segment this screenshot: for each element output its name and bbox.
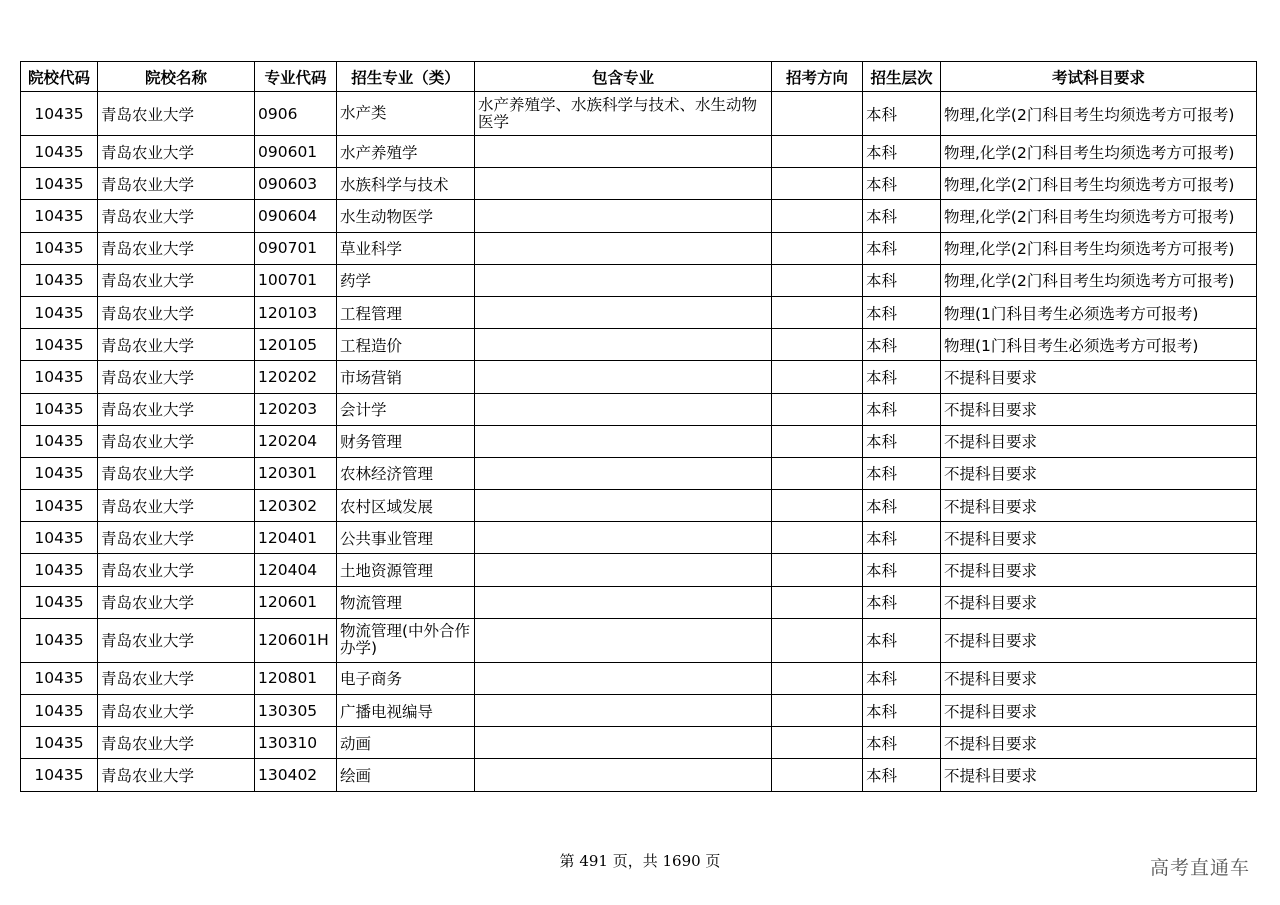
cell-level: 本科: [863, 264, 941, 296]
cell-included-majors: [475, 168, 772, 200]
cell-school-name: 青岛农业大学: [98, 296, 255, 328]
cell-school-code: 10435: [21, 618, 98, 662]
header-subject-requirement: 考试科目要求: [941, 62, 1257, 92]
cell-school-code: 10435: [21, 168, 98, 200]
cell-direction: [772, 618, 863, 662]
cell-major-code: 120204: [255, 425, 337, 457]
cell-included-majors: [475, 554, 772, 586]
cell-major: 农林经济管理: [337, 457, 475, 489]
table-row: [21, 618, 1257, 662]
cell-school-code: 10435: [21, 361, 98, 393]
cell-subject-requirement: 物理,化学(2门科目考生均须选考方可报考): [941, 92, 1257, 136]
header-school-code: 院校代码: [21, 62, 98, 92]
table-header-row: [21, 62, 1257, 92]
cell-subject-requirement: 不提科目要求: [941, 759, 1257, 791]
cell-subject-requirement: 不提科目要求: [941, 662, 1257, 694]
table-row: [21, 361, 1257, 393]
cell-subject-requirement: 不提科目要求: [941, 393, 1257, 425]
cell-major-code: 130310: [255, 727, 337, 759]
cell-included-majors: 水产养殖学、水族科学与技术、水生动物医学: [475, 92, 772, 136]
cell-major: 工程管理: [337, 296, 475, 328]
cell-level: 本科: [863, 168, 941, 200]
cell-included-majors: [475, 232, 772, 264]
cell-school-code: 10435: [21, 554, 98, 586]
cell-school-code: 10435: [21, 200, 98, 232]
cell-major: 水产类: [337, 92, 475, 136]
cell-major-code: 120404: [255, 554, 337, 586]
cell-school-code: 10435: [21, 264, 98, 296]
cell-direction: [772, 662, 863, 694]
cell-included-majors: [475, 522, 772, 554]
cell-level: 本科: [863, 329, 941, 361]
header-direction: 招考方向: [772, 62, 863, 92]
cell-included-majors: [475, 457, 772, 489]
cell-subject-requirement: 不提科目要求: [941, 554, 1257, 586]
cell-included-majors: [475, 264, 772, 296]
cell-major-code: 120202: [255, 361, 337, 393]
cell-school-name: 青岛农业大学: [98, 329, 255, 361]
cell-included-majors: [475, 329, 772, 361]
cell-school-name: 青岛农业大学: [98, 136, 255, 168]
cell-direction: [772, 490, 863, 522]
cell-level: 本科: [863, 695, 941, 727]
cell-major-code: 120801: [255, 662, 337, 694]
header-major: 招生专业（类）: [337, 62, 475, 92]
cell-level: 本科: [863, 727, 941, 759]
watermark-text: 高考直通车: [1149, 857, 1250, 879]
header-major-code: 专业代码: [255, 62, 337, 92]
cell-major: 广播电视编导: [337, 695, 475, 727]
cell-school-name: 青岛农业大学: [98, 264, 255, 296]
cell-direction: [772, 232, 863, 264]
cell-subject-requirement: 物理,化学(2门科目考生均须选考方可报考): [941, 136, 1257, 168]
cell-subject-requirement: 不提科目要求: [941, 490, 1257, 522]
page-number: 第 491 页，共 1690 页: [559, 852, 721, 870]
table-row: [21, 92, 1257, 136]
cell-major-code: 0906: [255, 92, 337, 136]
cell-direction: [772, 136, 863, 168]
cell-major-code: 090701: [255, 232, 337, 264]
cell-level: 本科: [863, 136, 941, 168]
cell-school-code: 10435: [21, 695, 98, 727]
cell-direction: [772, 168, 863, 200]
cell-school-name: 青岛农业大学: [98, 586, 255, 618]
cell-school-name: 青岛农业大学: [98, 361, 255, 393]
cell-direction: [772, 727, 863, 759]
cell-school-name: 青岛农业大学: [98, 425, 255, 457]
table-row: [21, 296, 1257, 328]
cell-major: 土地资源管理: [337, 554, 475, 586]
cell-included-majors: [475, 727, 772, 759]
cell-major-code: 120601H: [255, 618, 337, 662]
cell-included-majors: [475, 361, 772, 393]
cell-level: 本科: [863, 490, 941, 522]
cell-subject-requirement: 物理,化学(2门科目考生均须选考方可报考): [941, 168, 1257, 200]
cell-major-code: 130402: [255, 759, 337, 791]
header-level: 招生层次: [863, 62, 941, 92]
header-school-name: 院校名称: [98, 62, 255, 92]
cell-subject-requirement: 物理,化学(2门科目考生均须选考方可报考): [941, 264, 1257, 296]
cell-level: 本科: [863, 425, 941, 457]
cell-major: 水产养殖学: [337, 136, 475, 168]
cell-direction: [772, 457, 863, 489]
table-row: [21, 727, 1257, 759]
table-row: [21, 457, 1257, 489]
cell-included-majors: [475, 695, 772, 727]
cell-direction: [772, 296, 863, 328]
cell-school-code: 10435: [21, 662, 98, 694]
cell-level: 本科: [863, 759, 941, 791]
cell-level: 本科: [863, 457, 941, 489]
table-row: [21, 695, 1257, 727]
cell-school-name: 青岛农业大学: [98, 457, 255, 489]
cell-major: 财务管理: [337, 425, 475, 457]
table-row: [21, 425, 1257, 457]
cell-major-code: 090604: [255, 200, 337, 232]
table-row: [21, 136, 1257, 168]
cell-major: 物流管理: [337, 586, 475, 618]
table-row: [21, 586, 1257, 618]
cell-school-code: 10435: [21, 425, 98, 457]
cell-school-name: 青岛农业大学: [98, 393, 255, 425]
cell-included-majors: [475, 759, 772, 791]
cell-school-name: 青岛农业大学: [98, 522, 255, 554]
cell-subject-requirement: 不提科目要求: [941, 695, 1257, 727]
header-included-majors: 包含专业: [475, 62, 772, 92]
cell-school-code: 10435: [21, 136, 98, 168]
cell-subject-requirement: 不提科目要求: [941, 618, 1257, 662]
table-row: [21, 393, 1257, 425]
cell-included-majors: [475, 296, 772, 328]
table-row: [21, 490, 1257, 522]
cell-direction: [772, 92, 863, 136]
cell-school-code: 10435: [21, 393, 98, 425]
cell-major-code: 120203: [255, 393, 337, 425]
cell-major: 药学: [337, 264, 475, 296]
cell-school-code: 10435: [21, 586, 98, 618]
cell-direction: [772, 200, 863, 232]
cell-school-code: 10435: [21, 92, 98, 136]
cell-level: 本科: [863, 92, 941, 136]
table-row: [21, 200, 1257, 232]
cell-school-name: 青岛农业大学: [98, 618, 255, 662]
cell-included-majors: [475, 136, 772, 168]
cell-major: 物流管理(中外合作办学): [337, 618, 475, 662]
table-body: [21, 92, 1257, 792]
cell-major: 电子商务: [337, 662, 475, 694]
cell-included-majors: [475, 586, 772, 618]
cell-included-majors: [475, 393, 772, 425]
cell-level: 本科: [863, 554, 941, 586]
cell-school-name: 青岛农业大学: [98, 232, 255, 264]
cell-major: 绘画: [337, 759, 475, 791]
cell-direction: [772, 393, 863, 425]
cell-included-majors: [475, 618, 772, 662]
cell-school-code: 10435: [21, 522, 98, 554]
cell-subject-requirement: 物理(1门科目考生必须选考方可报考): [941, 329, 1257, 361]
cell-school-code: 10435: [21, 759, 98, 791]
cell-level: 本科: [863, 200, 941, 232]
cell-school-name: 青岛农业大学: [98, 759, 255, 791]
cell-school-name: 青岛农业大学: [98, 92, 255, 136]
cell-level: 本科: [863, 232, 941, 264]
cell-major-code: 100701: [255, 264, 337, 296]
admissions-table: [20, 61, 1257, 792]
table-row: [21, 168, 1257, 200]
cell-subject-requirement: 物理,化学(2门科目考生均须选考方可报考): [941, 200, 1257, 232]
cell-subject-requirement: 不提科目要求: [941, 425, 1257, 457]
cell-subject-requirement: 不提科目要求: [941, 586, 1257, 618]
cell-direction: [772, 329, 863, 361]
cell-major-code: 120103: [255, 296, 337, 328]
cell-major: 工程造价: [337, 329, 475, 361]
table-row: [21, 522, 1257, 554]
cell-major-code: 120105: [255, 329, 337, 361]
cell-subject-requirement: 不提科目要求: [941, 361, 1257, 393]
cell-included-majors: [475, 425, 772, 457]
cell-school-code: 10435: [21, 490, 98, 522]
cell-major-code: 120301: [255, 457, 337, 489]
cell-direction: [772, 361, 863, 393]
table-row: [21, 759, 1257, 791]
cell-major-code: 120302: [255, 490, 337, 522]
cell-direction: [772, 586, 863, 618]
cell-major: 水族科学与技术: [337, 168, 475, 200]
cell-direction: [772, 425, 863, 457]
cell-included-majors: [475, 662, 772, 694]
cell-level: 本科: [863, 586, 941, 618]
cell-major-code: 090603: [255, 168, 337, 200]
table-row: [21, 329, 1257, 361]
cell-subject-requirement: 物理(1门科目考生必须选考方可报考): [941, 296, 1257, 328]
cell-major-code: 090601: [255, 136, 337, 168]
table-row: [21, 662, 1257, 694]
cell-subject-requirement: 不提科目要求: [941, 522, 1257, 554]
cell-subject-requirement: 不提科目要求: [941, 457, 1257, 489]
cell-included-majors: [475, 490, 772, 522]
cell-school-code: 10435: [21, 329, 98, 361]
cell-major-code: 120401: [255, 522, 337, 554]
cell-school-name: 青岛农业大学: [98, 695, 255, 727]
table-row: [21, 264, 1257, 296]
cell-level: 本科: [863, 618, 941, 662]
cell-major: 草业科学: [337, 232, 475, 264]
cell-school-name: 青岛农业大学: [98, 168, 255, 200]
cell-major: 动画: [337, 727, 475, 759]
cell-school-code: 10435: [21, 457, 98, 489]
cell-direction: [772, 264, 863, 296]
table-row: [21, 232, 1257, 264]
cell-major-code: 130305: [255, 695, 337, 727]
cell-direction: [772, 695, 863, 727]
cell-school-name: 青岛农业大学: [98, 490, 255, 522]
cell-major: 水生动物医学: [337, 200, 475, 232]
cell-direction: [772, 554, 863, 586]
cell-level: 本科: [863, 296, 941, 328]
cell-level: 本科: [863, 361, 941, 393]
cell-school-code: 10435: [21, 296, 98, 328]
cell-direction: [772, 522, 863, 554]
cell-level: 本科: [863, 393, 941, 425]
cell-school-name: 青岛农业大学: [98, 554, 255, 586]
cell-level: 本科: [863, 662, 941, 694]
cell-level: 本科: [863, 522, 941, 554]
cell-major: 会计学: [337, 393, 475, 425]
cell-school-name: 青岛农业大学: [98, 662, 255, 694]
cell-direction: [772, 759, 863, 791]
table-row: [21, 554, 1257, 586]
cell-school-name: 青岛农业大学: [98, 200, 255, 232]
cell-school-code: 10435: [21, 232, 98, 264]
cell-subject-requirement: 不提科目要求: [941, 727, 1257, 759]
cell-included-majors: [475, 200, 772, 232]
cell-major: 市场营销: [337, 361, 475, 393]
cell-major-code: 120601: [255, 586, 337, 618]
cell-major: 公共事业管理: [337, 522, 475, 554]
cell-school-name: 青岛农业大学: [98, 727, 255, 759]
cell-major: 农村区域发展: [337, 490, 475, 522]
cell-subject-requirement: 物理,化学(2门科目考生均须选考方可报考): [941, 232, 1257, 264]
cell-school-code: 10435: [21, 727, 98, 759]
